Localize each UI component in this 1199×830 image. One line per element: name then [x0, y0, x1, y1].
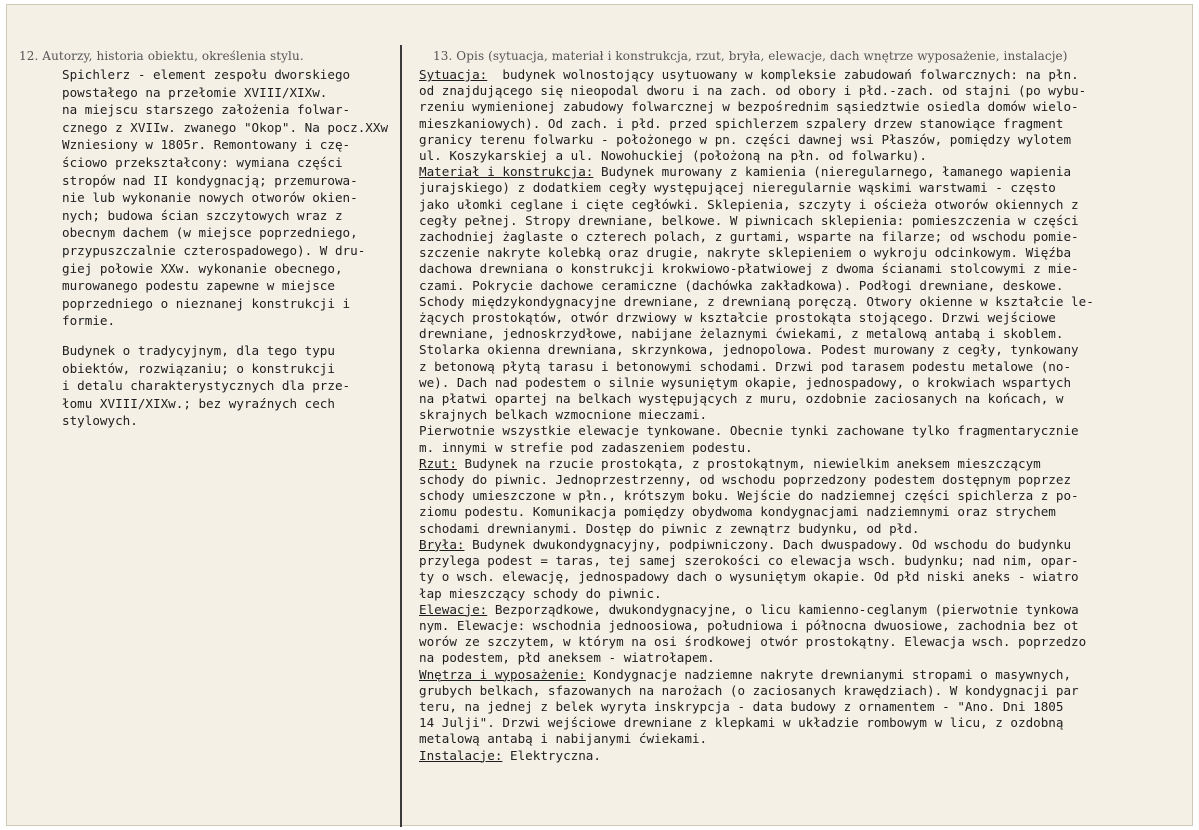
description-line — [419, 569, 1189, 585]
description-line — [419, 261, 1189, 277]
description-text: ty o wsch. elewację, jednospadowy dach o wysuniętym okapie. Od płd niski aneks - wiatro — [419, 569, 1079, 585]
style-line: Budynek o tradycyjnym, dla tego typu — [62, 343, 335, 358]
section-heading: Rzut: — [419, 455, 457, 471]
description-text: budynek wolnostojący usytuowany w kompleksie zabudowań folwarcznych: na płn. — [487, 67, 1079, 82]
history-line: ściowo przekształcony: wymiana części — [62, 154, 343, 170]
description-line — [419, 359, 1189, 375]
history-line: Spichlerz - element zespołu dworskiego — [62, 67, 351, 82]
description-text: worów ze szczytem, w którym na osi środkowej otwór prostokątny. Elewacja wsch. poprzedzo — [419, 634, 1087, 650]
description-line — [419, 67, 1189, 83]
description-text: jako ułomki ceglane i cięte cegłówki. Sklepienia, szczyty i ościeża otworów okiennych z — [419, 196, 1079, 212]
description-line — [419, 132, 1189, 148]
history-line: powstałego na przełomie XVIII/XIXw. — [62, 84, 328, 100]
style-line: i detalu charakterystycznych dla prze- — [62, 378, 351, 394]
description-line — [419, 342, 1189, 358]
description-line — [419, 180, 1189, 196]
history-line: na miejscu starszego założenia folwar- — [62, 102, 351, 118]
description-line — [419, 667, 1189, 683]
description-line — [419, 148, 1189, 164]
column-divider — [400, 45, 402, 827]
description-line — [419, 472, 1189, 488]
description-text: szczenie nakryte kolebką oraz drugie, nakryte sklepieniem o wykroju odcinkowym. Więźba — [419, 245, 1072, 261]
description-line — [419, 634, 1189, 650]
description-line — [419, 99, 1189, 115]
description-text: Budynek dwukondygnacyjny, podpiwniczony. Dach dwuspadowy. Od wschodu do budynku — [464, 536, 1072, 552]
description-text: łap mieszczący schody do piwnic. — [419, 585, 662, 601]
style-line: łomu XVIII/XIXw.; bez wyraźnych cech — [62, 395, 335, 411]
description-text: Budynek na rzucie prostokąta, z prostokątnym, niewielkim aneksem mieszczącym — [456, 455, 1041, 471]
section-heading: Materiał i konstrukcja: — [419, 164, 594, 180]
history-line: formie. — [62, 313, 116, 329]
description-text: skrajnych belkach wzmocnione mieczami. — [419, 407, 708, 423]
description-line — [419, 748, 1189, 764]
description-text: Elektryczna. — [502, 747, 601, 763]
description-text: Kondygnacje nadziemne nakryte drewnianymi stropami o masywnych, — [585, 666, 1072, 682]
description-text: od znajdującego się nieopodal dworu i na zach. od obory i płd.-zach. od stajni (po wybu- — [419, 83, 1087, 99]
description-text: we). Dach nad podestem o silnie wysuniętym okapie, jednospadowy, o krokwiach wspartych — [419, 374, 1072, 390]
description-text: zachodniej żaglaste o czterech polach, z gurtami, wsparte na filarze; od wschodu pomie- — [419, 229, 1079, 245]
description-text: teru, na jednej z belek wyryta inskrypcja - data budowy z ornamentem - "Ano. Dni 1805 — [419, 698, 1064, 714]
description-text: Stolarka okienna drewniana, skrzynkowa, jednopolowa. Podest murowany z cegły, tynkowany — [419, 342, 1079, 358]
description-line — [419, 164, 1189, 180]
history-line: cznego z XVIIw. zwanego "Okop". Na pocz.XXw — [62, 119, 389, 135]
description-section — [419, 67, 1189, 764]
description-text: na podestem, płd aneksem - wiatrołapem. — [419, 650, 715, 666]
style-paragraph — [62, 342, 392, 430]
description-text: granicy terenu folwarku - położonego w pn. części dawnej wsi Płaszów, pomiędzy wylotem — [419, 131, 1072, 147]
description-text: 14 Julji". Drzwi wejściowe drewniane z klepkami w układzie rombowym w licu, z ozdobną — [419, 715, 1064, 731]
description-line — [419, 731, 1189, 747]
description-line — [419, 650, 1189, 666]
description-line — [419, 245, 1189, 261]
description-text: czami. Pokrycie dachowe ceramiczne (dachówka zakładkowa). Podłogi drewniane, deskowe. — [419, 277, 1064, 293]
description-text: ziomu podestu. Komunikacja pomiędzy obydwoma kondygnacjami nadziemnymi oraz strychem — [419, 504, 1056, 520]
description-text: ul. Koszykarskiej a ul. Nowohuckiej (położoną na płn. od folwarku). — [419, 148, 927, 164]
description-text: schodami drewnianymi. Dostęp do piwnic z zewnątrz budynku, od płd. — [419, 520, 920, 536]
description-line — [419, 197, 1189, 213]
left-column-title: 12. Autorzy, historia obiektu, określenia stylu. — [19, 49, 304, 63]
history-line: poprzedniego o nieznanej konstrukcji i — [62, 295, 351, 311]
history-line: obecnym dachem (w miejsce poprzedniego, — [62, 225, 358, 241]
description-line — [419, 423, 1189, 439]
description-line — [419, 229, 1189, 245]
description-line — [419, 213, 1189, 229]
description-text: drewniane, jednoskrzydłowe, nabijane żelaznymi ćwiekami, z metalową antabą i skoblem. — [419, 326, 1064, 342]
description-line — [419, 586, 1189, 602]
history-line: stropów nad II kondygnacją; przemurowa- — [62, 172, 358, 188]
description-line — [419, 440, 1189, 456]
description-text: schody do piwnic. Jednoprzestrzenny, od wschodu poprzedzony podestem dostępnym poprzez — [419, 472, 1072, 488]
section-heading: Sytuacja: — [419, 67, 488, 82]
history-paragraph — [62, 66, 392, 330]
history-line: Wzniesiony w 1805r. Remontowany i czę- — [62, 137, 351, 153]
right-column-title: 13. Opis (sytuacja, materiał i konstrukcja, rzut, bryła, elewacje, dach wnętrze wyposażenie, instalacje) — [433, 49, 1068, 63]
section-heading: Instalacje: — [419, 747, 503, 763]
description-line — [419, 683, 1189, 699]
description-line — [419, 456, 1189, 472]
history-line: nych; budowa ścian szczytowych wraz z — [62, 207, 343, 223]
section-heading: Bryła: — [419, 536, 465, 552]
history-line: murowanego podestu zapewne w miejsce — [62, 278, 335, 294]
description-line — [419, 294, 1189, 310]
description-text: na płatwi opartej na belkach występujących z muru, ozdobnie zaciosanych na końcach, w — [419, 391, 1064, 407]
description-text: nym. Elewacje: wschodnia jednoosiowa, południowa i północna dwuosiowe, zachodnia bez ot — [419, 617, 1079, 633]
description-text: Schody międzykondygnacyjne drewniane, z drewnianą poręczą. Otwory okienne w kształcie le- — [419, 293, 1094, 309]
description-line — [419, 407, 1189, 423]
description-text: przylega podest = taras, tej samej szerokości co elewacja wsch. budynku; nad nim, opar- — [419, 553, 1079, 569]
history-line: giej połowie XXw. wykonanie obecnego, — [62, 260, 343, 276]
description-line — [419, 521, 1189, 537]
section-heading: Wnętrza i wyposażenie: — [419, 666, 586, 682]
description-text: z betonową płytą tarasu i betonowymi schodami. Drzwi pod tarasem podestu metalowe (no- — [419, 358, 1072, 374]
description-line — [419, 278, 1189, 294]
style-line: obiektów, rozwiązaniu; o konstrukcji — [62, 360, 335, 376]
description-text: m. innymi w strefie pod zadaszeniem podestu. — [419, 439, 753, 455]
description-text: rzeniu wymienionej zabudowy folwarcznej w bezpośrednim sąsiedztwie osiedla domów wielo- — [419, 99, 1079, 115]
description-line — [419, 310, 1189, 326]
style-line: stylowych. — [62, 413, 138, 429]
description-text: mieszkaniowych). Od zach. i płd. przed spichlerzem szpalery drzew stanowiące fragment — [419, 115, 1064, 131]
description-text: Budynek murowany z kamienia (nieregularnego, łamanego wapienia — [593, 164, 1072, 180]
section-heading: Elewacje: — [419, 601, 488, 617]
description-line — [419, 553, 1189, 569]
description-line — [419, 326, 1189, 342]
description-line — [419, 488, 1189, 504]
description-line — [419, 83, 1189, 99]
description-line — [419, 116, 1189, 132]
description-line — [419, 391, 1189, 407]
description-line — [419, 618, 1189, 634]
description-line — [419, 375, 1189, 391]
description-text: grubych belkach, sfazowanych na narożach (o zaciosanych krawędziach). W kondygnacji par — [419, 682, 1079, 698]
description-text: Bezporządkowe, dwukondygnacyjne, o licu kamienno-ceglanym (pierwotnie tynkowa — [487, 601, 1079, 617]
history-line: przypuszczalnie czterospadowego). W dru- — [62, 242, 366, 258]
description-text: jurajskiego) z dodatkiem cegły występującej nieregularnie wąskimi warstwami - często — [419, 180, 1056, 196]
description-text: żących prostokątów, otwór drzwiowy w kształcie prostokąta stojącego. Drzwi wejściowe — [419, 310, 1056, 326]
description-line — [419, 715, 1189, 731]
description-text: schody umieszczone w płn., krótszym boku. Wejście do nadziemnej części spichlerza z po- — [419, 488, 1079, 504]
description-line — [419, 504, 1189, 520]
description-text: Pierwotnie wszystkie elewacje tynkowane. Obecnie tynki zachowane tylko fragmentarycznie — [419, 423, 1079, 439]
description-text: dachowa drewniana o konstrukcji krokwiowo-płatwiowej z dwoma ścianami stolcowymi z mie- — [419, 261, 1079, 277]
description-text: cegły pełnej. Stropy drewniane, belkowe. W piwnicach sklepienia: pomieszczenia w części — [419, 212, 1079, 228]
description-line — [419, 602, 1189, 618]
description-line — [419, 699, 1189, 715]
description-text: metalową antabą i nabijanymi ćwiekami. — [419, 731, 708, 747]
history-line: nie lub wykonanie nowych otworów okien- — [62, 190, 358, 206]
description-line — [419, 537, 1189, 553]
